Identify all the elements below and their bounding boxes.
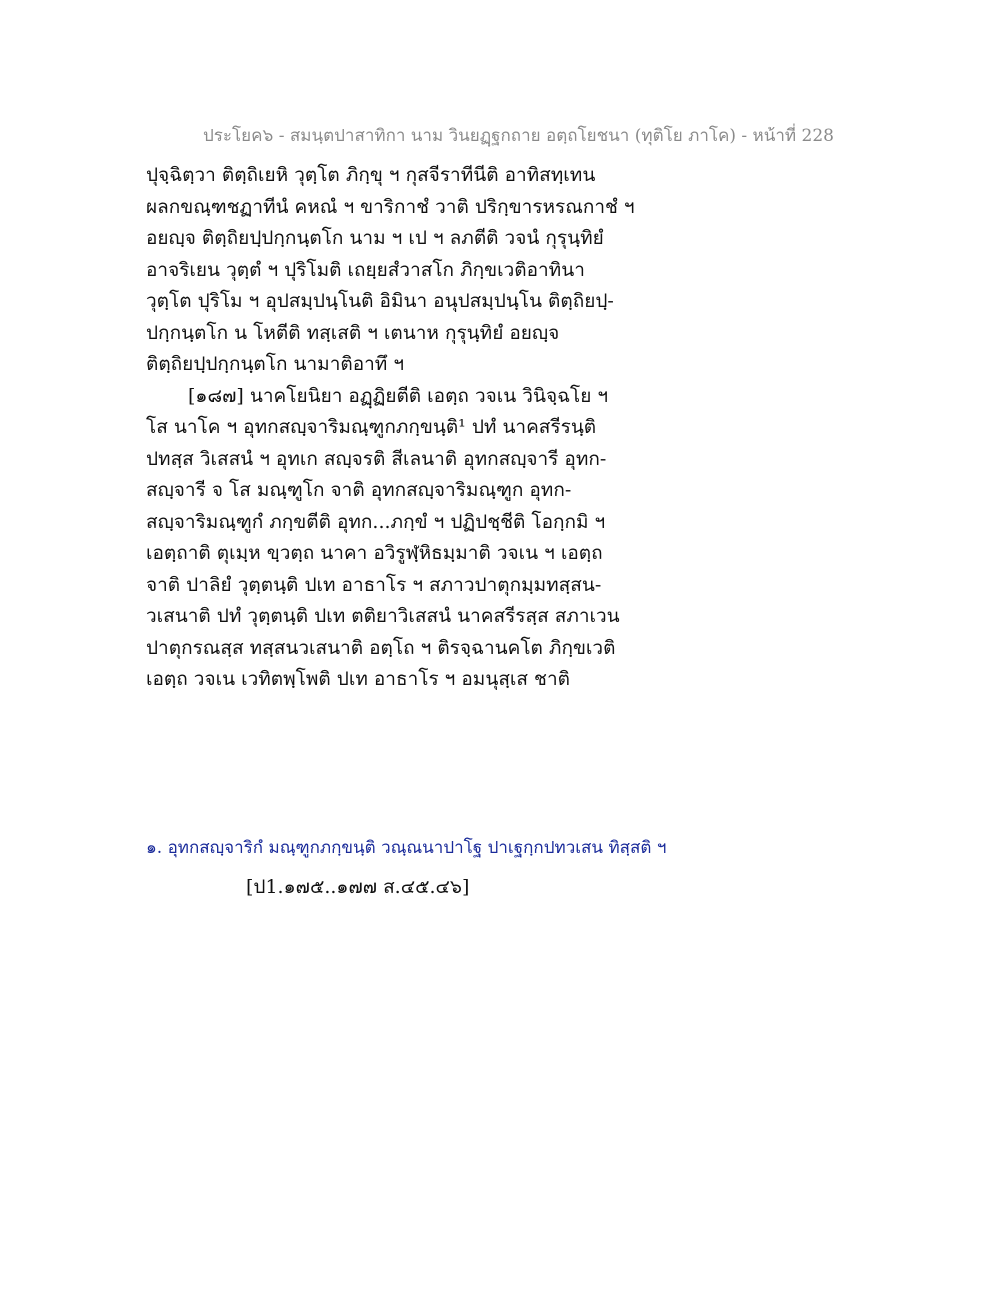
text-line-4: อาจริเยน วุตฺตํ ฯ ปุริโมติ เถยฺยสํวาสโก ภิกฺขเวติอาทินา [146, 258, 585, 281]
footnote: ๑. อุทกสญฺจาริกํ มณฺฑูกภกฺขนฺติ วณฺณนาปาโฐ ปาเฐกฺกปทวเสน ทิสฺสติ ฯ [146, 838, 667, 858]
text-line-9: โส นาโค ฯ อุทกสญฺจาริมณฺฑูกภกฺขนฺติ¹ ปทํ นาคสรีรนฺติ [146, 416, 597, 438]
text-line-3: อยญฺจ ติตฺถิยปฺปกฺกนฺตโก นาม ฯ เป ฯ ลภตีติ วจนํ กุรุนฺทิยํ [146, 227, 604, 249]
text-line-1: ปุจฺฉิตฺวา ติตฺถิเยหิ วุตฺโต ภิกฺขุ ฯ กุสจีราทีนีติ อาทิสทฺเทน [146, 164, 596, 186]
text-line-2: ผลกขณฺฑชฏาทีนํ คหณํ ฯ ขาริกาชํ วาติ ปริกฺขารหรณกาชํ ฯ [146, 195, 635, 218]
text-line-12: สญฺจาริมณฺฑูกํ ภกฺขตีติ อุทก...ภกฺขํ ฯ ปฏิปชฺชีติ โอกฺกมิ ฯ [146, 510, 606, 533]
text-line-17: เอตฺถ วจเน เวทิตพฺโพติ ปเท อาธาโร ฯ อมนุสฺเส ชาติ [146, 668, 570, 690]
body-text [146, 160, 946, 696]
text-line-5: วุตฺโต ปุริโม ฯ อุปสมฺปนฺโนติ อิมินา อนุปสมฺปนฺโน ติตฺถิยปฺ- [146, 290, 614, 312]
text-line-16: ปาตุกรณสฺส ทสฺสนวเสนาติ อตฺโถ ฯ ติรจฺฉานคโต ภิกฺขเวติ [146, 636, 616, 659]
text-line-6: ปกฺกนฺตโก น โหตีติ ทสฺเสติ ฯ เตนาห กุรุนฺทิยํ อยญฺจ [146, 321, 560, 344]
text-line-10: ปทสฺส วิเสสนํ ฯ อุทเก สญฺจรติ สีเลนาติ อุทกสญฺจารี อุทก- [146, 447, 607, 470]
text-line-8: [๑๘๗] นาคโยนิยา อฏฺฏิยตีติ เอตฺถ วจเน วินิจฺฉโย ฯ [188, 384, 609, 407]
page-header: ประโยค๖ - สมนฺตปาสาทิกา นาม วินยฏฺฐกถาย อตฺถโยชนา (ทุติโย ภาโค) - หน้าที่ 228 [203, 126, 834, 146]
text-line-11: สญฺจารี จ โส มณฺฑูโก จาติ อุทกสญฺจาริมณฺฑูก อุทก- [146, 479, 572, 501]
text-line-15: วเสนาติ ปทํ วุตฺตนฺติ ปเท ตติยาวิเสสนํ นาคสรีรสฺส สภาเวน [146, 605, 620, 627]
page-reference: [ป1.๑๗๕..๑๗๗ ส.๔๕.๔๖] [246, 876, 470, 898]
text-line-14: จาติ ปาลิยํ วุตฺตนฺติ ปเท อาธาโร ฯ สภาวปาตุกมฺมทสฺสน- [146, 573, 602, 596]
text-line-7: ติตฺถิยปฺปกฺกนฺตโก นามาติอาทึ ฯ [146, 353, 405, 375]
text-line-13: เอตฺถาติ ตุเมฺห ขฺวตฺถ นาคา อวิรูฬฺหิธมฺมาติ วจเน ฯ เอตฺถ [146, 542, 603, 564]
